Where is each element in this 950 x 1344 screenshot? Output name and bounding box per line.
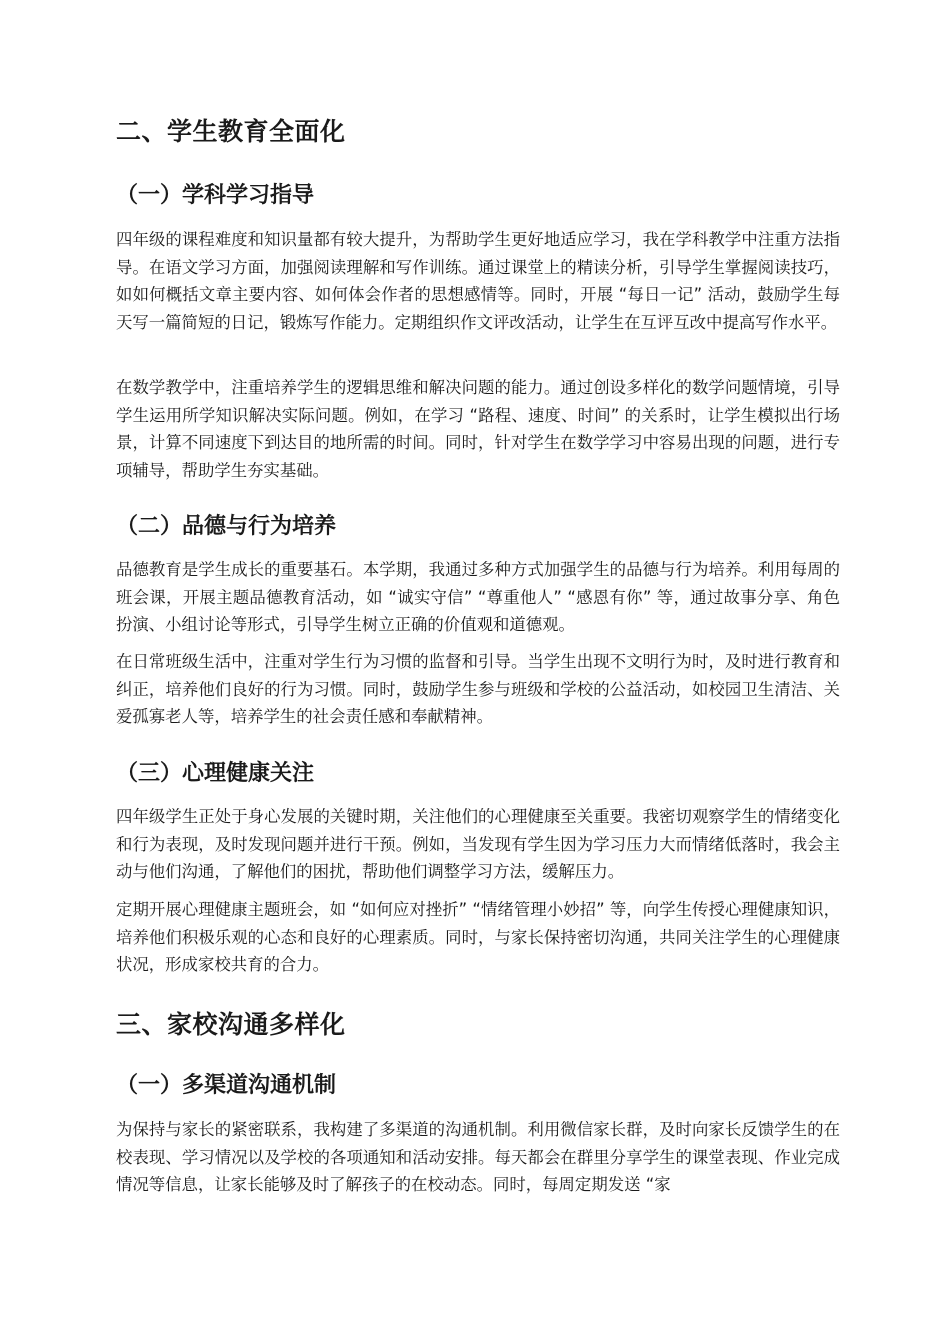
section-heading-2: 二、学生教育全面化 bbox=[116, 117, 346, 146]
section-heading-3: 三、家校沟通多样化 bbox=[116, 1010, 346, 1039]
subsection-heading-mental-health: （三）心理健康关注 bbox=[116, 761, 315, 786]
paragraph-mental-health-1: 四年级学生正处于身心发展的关键时期，关注他们的心理健康至关重要。我密切观察学生的情绪变化和行为表现，及时发现问题并进行干预。例如，当发现有学生因为学习压力大而情绪低落时，我会主动与他们沟通，了解他们的困扰，帮助他们调整学习方法，缓解压力。 bbox=[116, 807, 840, 882]
paragraph-subject-study-2: 在数学教学中，注重培养学生的逻辑思维和解决问题的能力。通过创设多样化的数学问题情境，引导学生运用所学知识解决实际问题。例如，在学习 “路程、速度、时间” 的关系时，让学生模拟出行场景，计算不同速度下到达目的地所需的时间。同时，针对学生在数学学习中容易出现的问题，进行专项辅导，帮助学生夯实基础。 bbox=[116, 378, 840, 480]
paragraph-mental-health-2: 定期开展心理健康主题班会，如 “如何应对挫折” “情绪管理小妙招” 等，向学生传授心理健康知识，培养他们积极乐观的心态和良好的心理素质。同时，与家长保持密切沟通，共同关注学生的心理健康状况，形成家校共育的合力。 bbox=[116, 900, 840, 975]
paragraph-moral-behavior-2: 在日常班级生活中，注重对学生行为习惯的监督和引导。当学生出现不文明行为时，及时进行教育和纠正，培养他们良好的行为习惯。同时，鼓励学生参与班级和学校的公益活动，如校园卫生清洁、关爱孤寡老人等，培养学生的社会责任感和奉献精神。 bbox=[116, 652, 840, 727]
subsection-heading-communication: （一）多渠道沟通机制 bbox=[116, 1073, 337, 1098]
subsection-heading-moral-behavior: （二）品德与行为培养 bbox=[116, 514, 337, 539]
paragraph-moral-behavior-1: 品德教育是学生成长的重要基石。本学期，我通过多种方式加强学生的品德与行为培养。利用每周的班会课，开展主题品德教育活动，如 “诚实守信” “尊重他人” “感恩有你” 等，通过故事分享、角色扮演、小组讨论等形式，引导学生树立正确的价值观和道德观。 bbox=[116, 560, 840, 635]
paragraph-communication-1: 为保持与家长的紧密联系，我构建了多渠道的沟通机制。利用微信家长群，及时向家长反馈学生的在校表现、学习情况以及学校的各项通知和活动安排。每天都会在群里分享学生的课堂表现、作业完成情况等信息，让家长能够及时了解孩子的在校动态。同时，每周定期发送 “家 bbox=[116, 1120, 840, 1195]
subsection-heading-subject-study: （一）学科学习指导 bbox=[116, 183, 315, 208]
paragraph-subject-study-1: 四年级的课程难度和知识量都有较大提升，为帮助学生更好地适应学习，我在学科教学中注重方法指导。在语文学习方面，加强阅读理解和写作训练。通过课堂上的精读分析，引导学生掌握阅读技巧，如如何概括文章主要内容、如何体会作者的思想感情等。同时，开展 “每日一记” 活动，鼓励学生每天写一篇简短的日记，锻炼写作能力。定期组织作文评改活动，让学生在互评互改中提高写作水平。 bbox=[116, 230, 840, 332]
